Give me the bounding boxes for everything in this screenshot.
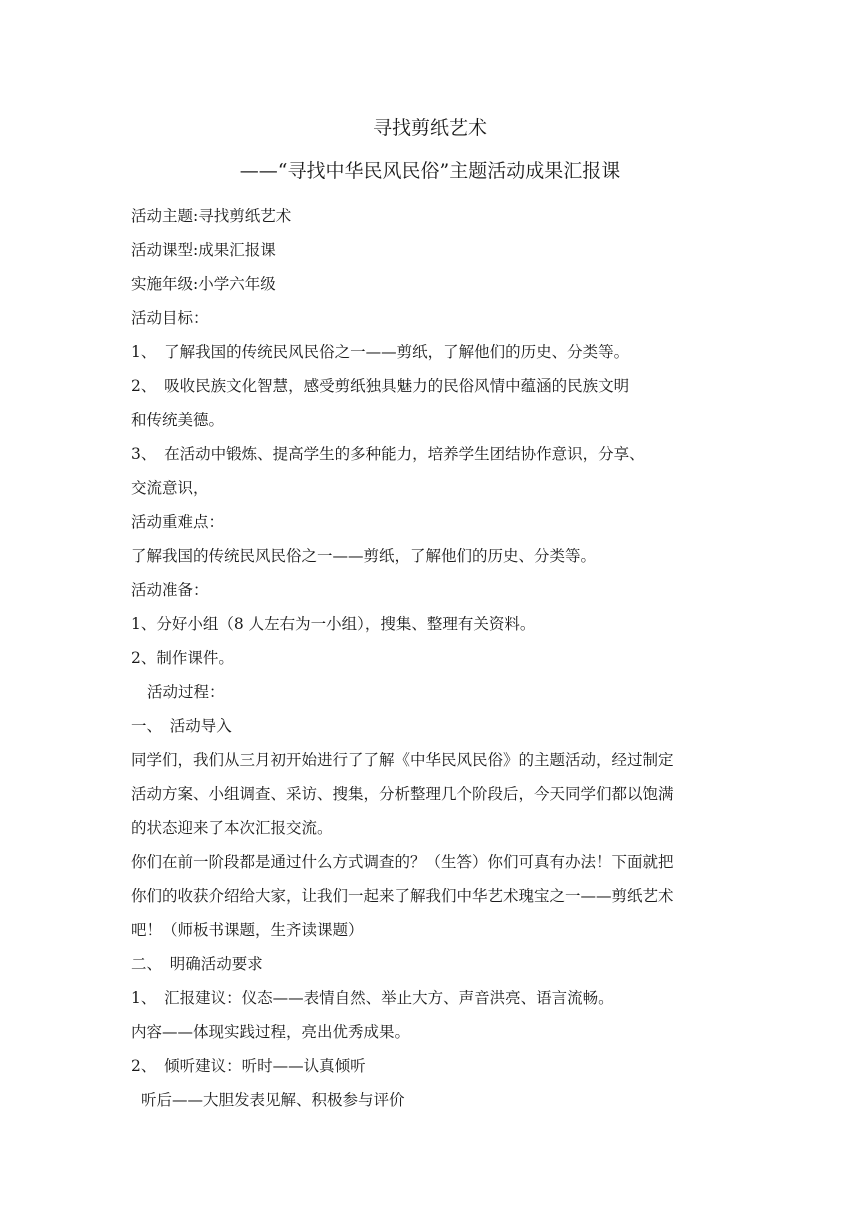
process-step-2-heading: 二、 明确活动要求 [131, 955, 263, 973]
info-grade: 实施年级:小学六年级 [131, 275, 276, 293]
goal-item-1: 1、 了解我国的传统民风民俗之一——剪纸，了解他们的历史、分类等。 [131, 343, 630, 361]
goal-item-3-cont: 交流意识， [131, 479, 209, 497]
paragraph-line: 吧！（师板书课题，生齐读课题） [131, 921, 364, 939]
paragraph-line: 活动方案、小组调查、采访、搜集，分析整理几个阶段后，今天同学们都以饱满 [131, 785, 674, 803]
preparation-item-1: 1、分好小组（8 人左右为一小组），搜集、整理有关资料。 [131, 615, 536, 633]
info-lesson-type: 活动课型:成果汇报课 [131, 241, 276, 259]
keypoints-text: 了解我国的传统民风民俗之一——剪纸，了解他们的历史、分类等。 [131, 547, 597, 565]
goal-item-3: 3、 在活动中锻炼、提高学生的多种能力，培养学生团结协作意识，分享、 [131, 445, 645, 463]
document-body [131, 199, 741, 1117]
document-title: 寻找剪纸艺术 [372, 117, 487, 139]
section-heading-preparation: 活动准备： [131, 581, 209, 599]
goal-item-2: 2、 吸收民族文化智慧，感受剪纸独具魅力的民俗风情中蕴涵的民族文明 [131, 377, 630, 395]
section-heading-goals: 活动目标： [131, 309, 209, 327]
requirement-item-2-cont: 听后——大胆发表见解、积极参与评价 [141, 1091, 405, 1109]
preparation-item-2: 2、制作课件。 [131, 649, 234, 667]
requirement-item-1: 1、 汇报建议：仪态——表情自然、举止大方、声音洪亮、语言流畅。 [131, 989, 614, 1007]
paragraph-line: 你们在前一阶段都是通过什么方式调查的？（生答）你们可真有办法！下面就把 [131, 853, 674, 871]
requirement-item-2: 2、 倾听建议：听时——认真倾听 [131, 1057, 366, 1075]
goal-item-2-cont: 和传统美德。 [131, 411, 225, 429]
requirement-item-1-cont: 内容——体现实践过程，亮出优秀成果。 [131, 1023, 411, 1041]
section-heading-process: 活动过程： [147, 683, 225, 701]
paragraph-line: 的状态迎来了本次汇报交流。 [131, 819, 333, 837]
document-subtitle: ——“寻找中华民风民俗”主题活动成果汇报课 [239, 160, 621, 182]
paragraph-line: 你们的收获介绍给大家，让我们一起来了解我们中华艺术瑰宝之一——剪纸艺术 [131, 887, 674, 905]
paragraph-line: 同学们，我们从三月初开始进行了了解《中华民风民俗》的主题活动，经过制定 [131, 751, 674, 769]
info-theme: 活动主题:寻找剪纸艺术 [131, 207, 292, 225]
process-step-1-heading: 一、 活动导入 [131, 717, 232, 735]
section-heading-keypoints: 活动重难点： [131, 513, 225, 531]
